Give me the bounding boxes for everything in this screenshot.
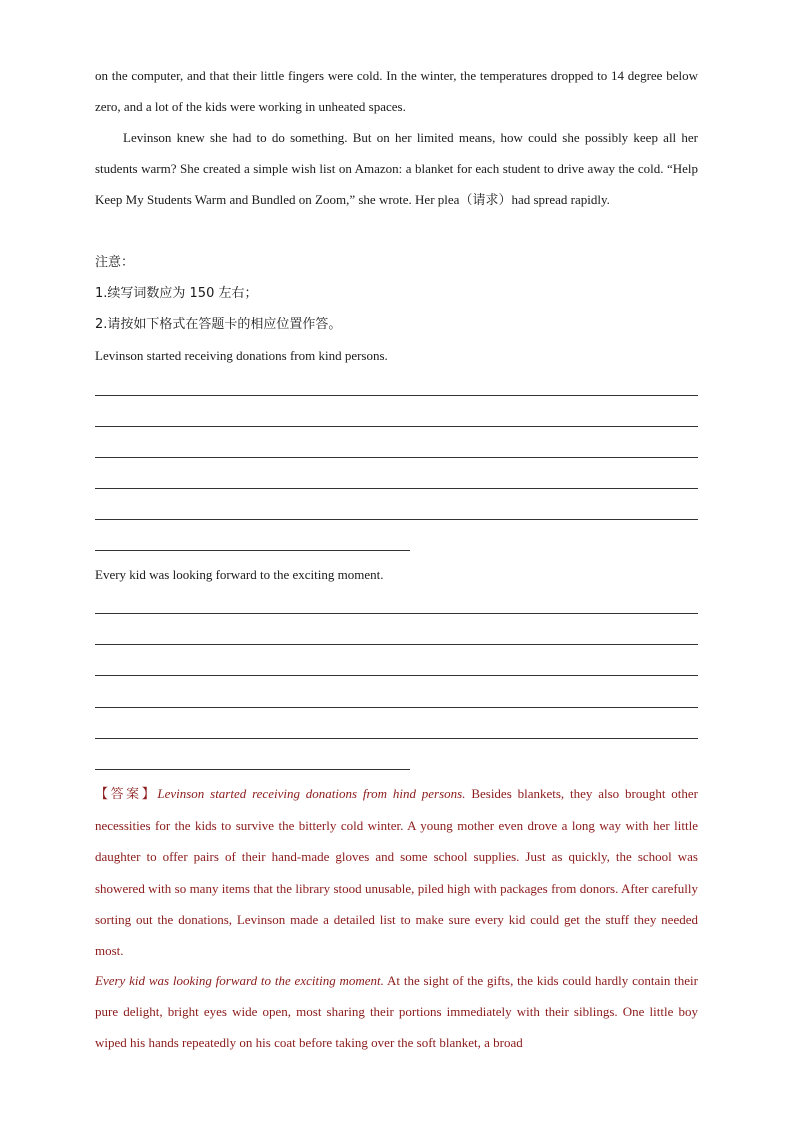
answer-paragraph-1 — [95, 778, 698, 966]
answer-lead-sentence-2: Every kid was looking forward to the exciting moment. — [95, 973, 384, 988]
answer-line — [95, 426, 698, 427]
notes-item-2: 2.请按如下格式在答题卡的相应位置作答。 — [95, 317, 342, 332]
answer-line — [95, 488, 698, 489]
passage-paragraph-1: on the computer, and that their little fingers were cold. In the winter, the temperatures dropped to 14 degree below zero, and a lot of the kids were working in unheated spaces. — [95, 68, 698, 115]
notes-item-1: 1.续写词数应为 150 左右； — [95, 286, 258, 301]
answer-line — [95, 707, 698, 708]
answer-line — [95, 675, 698, 676]
answer-line-short — [95, 769, 410, 770]
answer-line-short — [95, 550, 410, 551]
answer-line — [95, 519, 698, 520]
answer-line — [95, 613, 698, 614]
answer-line — [95, 738, 698, 739]
answer-body-2: At the sight of the gifts, the kids could hardly contain their pure delight, bright eyes wide open, most sharing their portions immediately with their siblings. One little boy wiped his hands repeatedly on his coat before taking over the soft blanket, a broad — [95, 973, 698, 1051]
answer-line — [95, 395, 698, 396]
answer-line — [95, 457, 698, 458]
answer-paragraph-2 — [95, 965, 698, 1059]
answer-lead-sentence-1: Levinson started receiving donations from hind persons. — [157, 786, 466, 801]
notes-title: 注意： — [95, 255, 135, 270]
writing-prompt-2: Every kid was looking forward to the exciting moment. — [95, 567, 384, 582]
answer-line — [95, 644, 698, 645]
writing-prompt-1: Levinson started receiving donations from kind persons. — [95, 348, 388, 363]
answer-label: 【答案】 — [95, 787, 158, 802]
answer-body-1: Besides blankets, they also brought other necessities for the kids to survive the bitterly cold winter. A young mother even drove a long way with her little daughter to offer pairs of their hand-made gloves and some school supplies. Just as quickly, the school was showered with so many items that the library stood unusable, piled high with packages from donors. After carefully sorting out the donations, Levinson made a detailed list to make sure every kid could get the stuff they needed most. — [95, 786, 698, 959]
passage-paragraph-2: Levinson knew she had to do something. But on her limited means, how could she possibly keep all her students warm? She created a simple wish list on Amazon: a blanket for each student to drive away the cold. “Help Keep My Students Warm and Bundled on Zoom,” she wrote. Her plea（请求）had spread rapidly. — [95, 130, 698, 208]
